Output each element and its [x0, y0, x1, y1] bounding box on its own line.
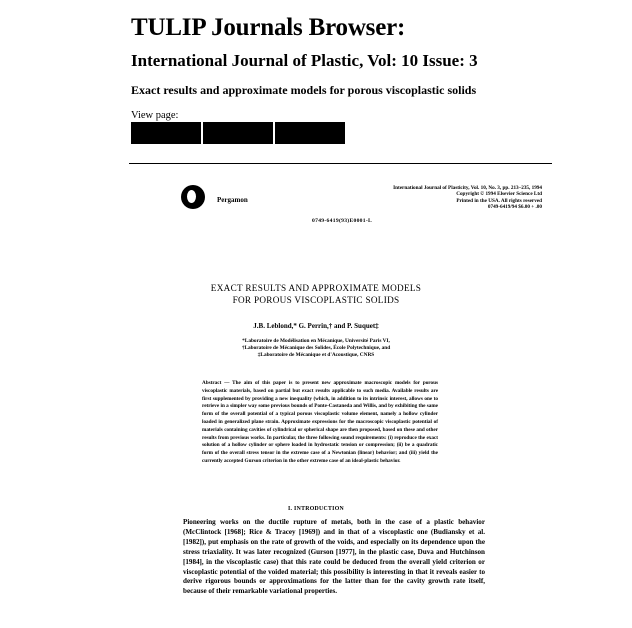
journal-info-line: Copyright © 1994 Elsevier Science Ltd [456, 191, 542, 198]
journal-info-line: Printed in the USA. All rights reserved [456, 197, 542, 204]
page-button-3[interactable] [275, 122, 345, 144]
app-title: TULIP Journals Browser: [131, 14, 406, 41]
journal-info-line: 0749-6419/94 $6.00 + .00 [487, 204, 542, 211]
journal-info-line: International Journal of Plasticity, Vol. 10, No. 3, pp. 213–235, 1994 [393, 185, 542, 191]
scan-title-line: EXACT RESULTS AND APPROXIMATE MODELS [210, 283, 422, 293]
article-title: Exact results and approximate models for porous viscoplastic solids [131, 83, 477, 97]
affiliations [160, 338, 472, 359]
journal-issue-heading: International Journal of Plastic, Vol: 10 Issue: 3 [131, 51, 478, 70]
scan-title-line: FOR POROUS VISCOPLASTIC SOLIDS [232, 295, 400, 305]
view-page-label: View page: [131, 110, 179, 121]
page-button-1[interactable] [131, 122, 201, 144]
publisher-name: Pergamon [217, 196, 248, 204]
authors: J.B. Leblond,* G. Perrin,† and P. Suquet‡ [253, 322, 379, 330]
article-code: 0749-6419(93)E0001-L [312, 218, 373, 224]
page-buttons [131, 122, 345, 144]
affiliation-line: ‡Laboratoire de Mécanique et d'Acoustique, CNRS [257, 352, 375, 358]
affiliation-line: *Laboratoire de Modélisation en Mécanique, Université Paris VI, [242, 338, 390, 344]
body-text: Pioneering works on the ductile rupture of metals, both in the case of a plastic behavior (McClintock [1968]; Rice & Tracey [1969]) and in that of a viscoplastic one (Budiansky et al. [1982]), put emphasis on the rate of growth of the voids, and especially on its dependence upon the stress triaxiality. It was later recognized (Gurson [1977], in the plastic case, Duva and Hutchinson [1984], in the viscoplastic case) that this rate could be deduced from the overall yield criterion or viscoplastic potential of the voided material; this possibility is interesting in that it reveals easier to derive rigorous bounds or approximations for the latter than for the cavity growth rate itself, because of their remarkable variational properties. [183, 518, 485, 596]
journal-info [322, 185, 542, 211]
affiliation-line: †Laboratoire de Mécanique des Solides, École Polytechnique, and [241, 345, 391, 351]
abstract: Abstract — The aim of this paper is to present new approximate macroscopic models for porous viscoplastic materials, based on partial but exact results applicable to such media. Available results are first supplemented by providing a new inequality (which, in addition to its intrinsic interest, allows one to retrieve in a simpler way some previous bounds of Ponte-Castaneda and Willis, and by exhibiting the same form of the overall potential of a typical porous viscoplastic volume element, namely a hollow cylinder loaded in generalized plane strain. Approximate expressions for the macroscopic viscoplastic potential of materials containing cavities of cylindrical or spherical shape are then proposed, based on these and other results from previous works. In particular, the three following sound requirements: (i) reproduce the exact solution of a hollow cylinder or sphere loaded in hydrostatic tension or compression; (ii) be a quadratic form of the overall stress tensor in the extreme case of a Newtonian (linear) behavior; and (iii) yield the currently accepted Gurson criterion in the other extreme case of an ideal-plastic behavior. [202, 380, 438, 464]
divider [129, 163, 552, 164]
scan-article-title [160, 282, 472, 306]
publisher-logo-icon [181, 185, 205, 209]
section-heading: I. INTRODUCTION [287, 506, 345, 512]
page-button-2[interactable] [203, 122, 273, 144]
